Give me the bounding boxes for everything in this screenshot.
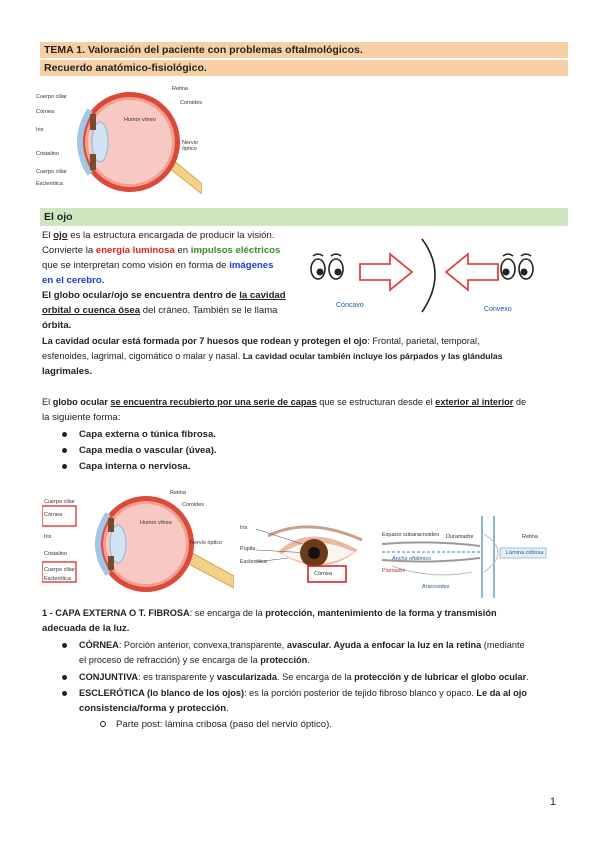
para-line: orbital o cuenca ósea del cráneo. También se le llama (42, 305, 278, 316)
layer-item: Capa media o vascular (úvea). (62, 443, 217, 459)
label-cuerpo-ciliar-2: Cuerpo ciliar (36, 169, 67, 175)
sub-item: Parte post: lámina cribosa (paso del nervio óptico). (100, 717, 332, 733)
label-pupila: Pupila (240, 546, 256, 552)
label-aracnoides: Aracnoides (422, 584, 450, 590)
para-line: El globo ocular se encuentra recubierto por una serie de capas que se estructuran desde el exterior al interior de (42, 397, 527, 407)
label-cuerpo-ciliar: Cuerpo ciliar (44, 499, 75, 505)
label-ancho-oftalmico: Ancho oftálmico (392, 556, 432, 562)
label-piamadre: Piamadre (382, 568, 406, 574)
cornea-item: CÓRNEA: Porción anterior, convexa,transparente, avascular. Ayuda a enfocar la luz en la retina (mediante (62, 638, 525, 654)
label-duramadre: Duramadre (446, 534, 474, 540)
document-title: TEMA 1. Valoración del paciente con problemas oftalmológicos. (40, 42, 568, 58)
page-number: 1 (549, 796, 556, 808)
label-retina: Retina (172, 86, 188, 92)
label-humor-vitreo: Humor vítreo (140, 520, 172, 526)
label-cristalino: Cristalino (44, 551, 67, 557)
label-cornea: Córnea (36, 109, 55, 115)
label-retina: Retina (170, 490, 186, 496)
layer-item: Capa externa o túnica fibrosa. (62, 427, 216, 443)
label-nervio-optico: Nervio óptico (182, 140, 198, 152)
concave-convex-diagram (310, 234, 540, 324)
section-heading: El ojo (40, 208, 568, 226)
esclerotica-item-cont: consistencia/forma y protección. (79, 703, 229, 714)
label-coroides: Coroides (182, 502, 205, 508)
label-cornea: Córnea (44, 512, 63, 518)
label-iris: Iris (240, 525, 248, 531)
eye-anatomy-diagram-2 (42, 490, 234, 598)
optic-nerve-diagram (372, 516, 562, 598)
para-line: que se interpretan como visión en forma de imágenes (42, 260, 274, 271)
label-espacio-subaracnoideo: Espacio subaracnoideo (382, 532, 440, 538)
para-line: El globo ocular/ojo se encuentra dentro de la cavidad (42, 290, 286, 301)
label-humor-vitreo: Humor vítreo (124, 117, 156, 123)
para-line: la siguiente forma: (42, 412, 121, 423)
document-subtitle: Recuerdo anatómico-fisiológico. (40, 60, 568, 76)
para-line: El ojo es la estructura encargada de producir la visión. (42, 230, 275, 241)
label-concave: Cóncavo (336, 302, 364, 309)
label-cuerpo-ciliar-2: Cuerpo ciliar (44, 567, 75, 573)
para-line: en el cerebro. (42, 275, 105, 286)
conjuntiva-item: CONJUNTIVA: es transparente y vascularizada. Se encarga de la protección y de lubricar el globo ocular. (62, 670, 529, 686)
eye-photo (238, 516, 366, 598)
para-line: Convierte la energía luminosa en impulsos eléctricos (42, 245, 281, 256)
label-retina: Retina (522, 534, 538, 540)
label-esclerotica: Esclerótica (36, 181, 63, 187)
label-nervio-optico: Nervio óptico (190, 540, 223, 546)
eye-anatomy-diagram (36, 80, 203, 202)
para-line: órbita. (42, 320, 72, 331)
para-line: La cavidad ocular está formada por 7 huesos que rodean y protegen el ojo: Frontal, parietal, temporal, (42, 336, 480, 346)
layer-item: Capa interna o nerviosa. (62, 459, 190, 475)
label-coroides: Coroides (180, 100, 203, 106)
label-iris: Iris (44, 534, 52, 540)
cornea-item-cont: el proceso de refracción) y se encarga de la protección. (79, 655, 310, 665)
esclerotica-item: ESCLERÓTICA (lo blanco de los ojos): es la porción posterior de tejido fibroso blanco y opaco. Le da al ojo (62, 686, 527, 702)
label-cuerpo-ciliar: Cuerpo ciliar (36, 94, 67, 100)
para-line: esfenoides, lagrimal, cigomático o malar y nasal. La cavidad ocular también incluye los párpados y las glándulas (42, 351, 503, 361)
capa-externa-title: 1 - CAPA EXTERNA O T. FIBROSA: se encarga de la protección, mantenimiento de la forma y transmisión (42, 608, 497, 618)
label-lamina-cribosa: Lámina cribosa (506, 550, 544, 556)
para-line: lagrimales. (42, 366, 93, 377)
capa-externa-title-2: adecuada de la luz. (42, 623, 130, 634)
label-cornea: Córnea (314, 571, 333, 577)
label-cristalino: Cristalino (36, 151, 59, 157)
label-esclerotica: Esclerótica (240, 559, 267, 565)
label-convex: Convexo (484, 306, 512, 313)
label-esclerotica: Esclerótica (44, 576, 71, 582)
label-iris: Iris (36, 127, 44, 133)
